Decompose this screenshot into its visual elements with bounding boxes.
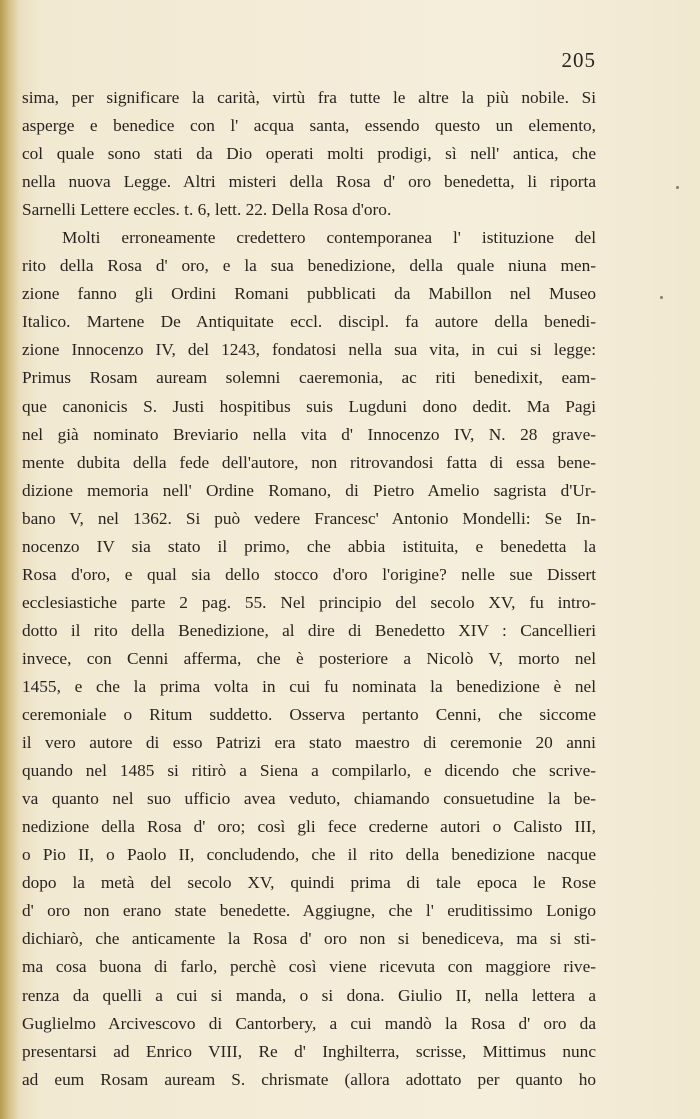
text-line: Italico. Martene De Antiquitate eccl. discipl. fa autore della benedi- [22, 312, 596, 332]
text-line: dichiarò, che anticamente la Rosa d' oro non si benediceva, ma si sti- [22, 929, 596, 949]
text-line: sima, per significare la carità, virtù fra tutte le altre la più nobile. Si [22, 88, 596, 107]
text-line: zione Innocenzo IV, del 1243, fondatosi nella sua vita, in cui si legge: [22, 340, 596, 360]
text-line: d' oro non erano state benedette. Aggiugne, che l' eruditissimo Lonigo [22, 901, 596, 921]
page-number: 205 [561, 48, 596, 72]
text-line: zione fanno gli Ordini Romani pubblicati da Mabillon nel Museo [22, 284, 596, 304]
text-line: que canonicis S. Justi hospitibus suis Lugduni dono dedit. Ma Pagi [22, 396, 596, 416]
body-text [22, 84, 596, 1094]
text-line: rito della Rosa d' oro, e la sua benedizione, della quale niuna men- [22, 256, 596, 276]
text-line: nedizione della Rosa d' oro; così gli fece crederne autori o Calisto III, [22, 817, 596, 837]
text-line: ecclesiastiche parte 2 pag. 55. Nel principio del secolo XV, fu intro- [22, 592, 596, 612]
text-line: invece, con Cenni afferma, che è posteriore a Nicolò V, morto nel [22, 648, 596, 668]
text-line: ceremoniale o Ritum suddetto. Osserva pertanto Cenni, che siccome [22, 705, 596, 725]
text-line: Primus Rosam auream solemni caeremonia, ac riti benedixit, eam- [22, 368, 596, 388]
text-line: mente dubita della fede dell'autore, non ritrovandosi fatta di essa bene- [22, 452, 596, 472]
text-line: presentarsi ad Enrico VIII, Re d' Inghilterra, scrisse, Mittimus nunc [22, 1041, 596, 1061]
paper-speck [676, 186, 679, 189]
text-line: dizione memoria nell' Ordine Romano, di Pietro Amelio sagrista d'Ur- [22, 480, 596, 500]
text-line: renza da quelli a cui si manda, o si dona. Giulio II, nella lettera a [22, 985, 596, 1005]
text-line: col quale sono stati da Dio operati molti prodigi, sì nell' antica, che [22, 144, 596, 164]
text-line: Molti erroneamente credettero contemporanea l' istituzione del [62, 228, 596, 248]
text-line: quando nel 1485 si ritirò a Siena a compilarlo, e dicendo che scrive- [22, 761, 596, 781]
text-line: dotto il rito della Benedizione, al dire di Benedetto XIV : Cancellieri [22, 620, 596, 640]
paper-speck [660, 296, 663, 299]
text-line: il vero autore di esso Patrizi era stato maestro di ceremonie 20 anni [22, 733, 596, 753]
text-line: nocenzo IV sia stato il primo, che abbia istituita, e benedetta la [22, 536, 596, 556]
text-line: ma cosa buona di farlo, perchè così viene ricevuta con maggiore rive- [22, 957, 596, 977]
text-line: bano V, nel 1362. Si può vedere Francesc' Antonio Mondelli: Se In- [22, 508, 596, 528]
text-line: nella nuova Legge. Altri misteri della Rosa d' oro benedetta, li riporta [22, 172, 596, 192]
text-line: nel già nominato Breviario nella vita d' Innocenzo IV, N. 28 grave- [22, 424, 596, 444]
text-line: Guglielmo Arcivescovo di Cantorbery, a cui mandò la Rosa d' oro da [22, 1013, 596, 1033]
text-line: Rosa d'oro, e qual sia dello stocco d'oro l'origine? nelle sue Dissert [22, 564, 596, 584]
text-line: asperge e benedice con l' acqua santa, essendo questo un elemento, [22, 116, 596, 136]
text-line: Sarnelli Lettere eccles. t. 6, lett. 22. Della Rosa d'oro. [22, 200, 392, 220]
text-line: dopo la metà del secolo XV, quindi prima di tale epoca le Rose [22, 873, 596, 893]
text-line: 1455, e che la prima volta in cui fu nominata la benedizione è nel [22, 676, 596, 696]
text-line: va quanto nel suo ufficio avea veduto, chiamando consuetudine la be- [22, 789, 596, 809]
text-line: ad eum Rosam auream S. chrismate (allora adottato per quanto ho [22, 1069, 596, 1089]
text-line: o Pio II, o Paolo II, concludendo, che il rito della benedizione nacque [22, 845, 596, 865]
